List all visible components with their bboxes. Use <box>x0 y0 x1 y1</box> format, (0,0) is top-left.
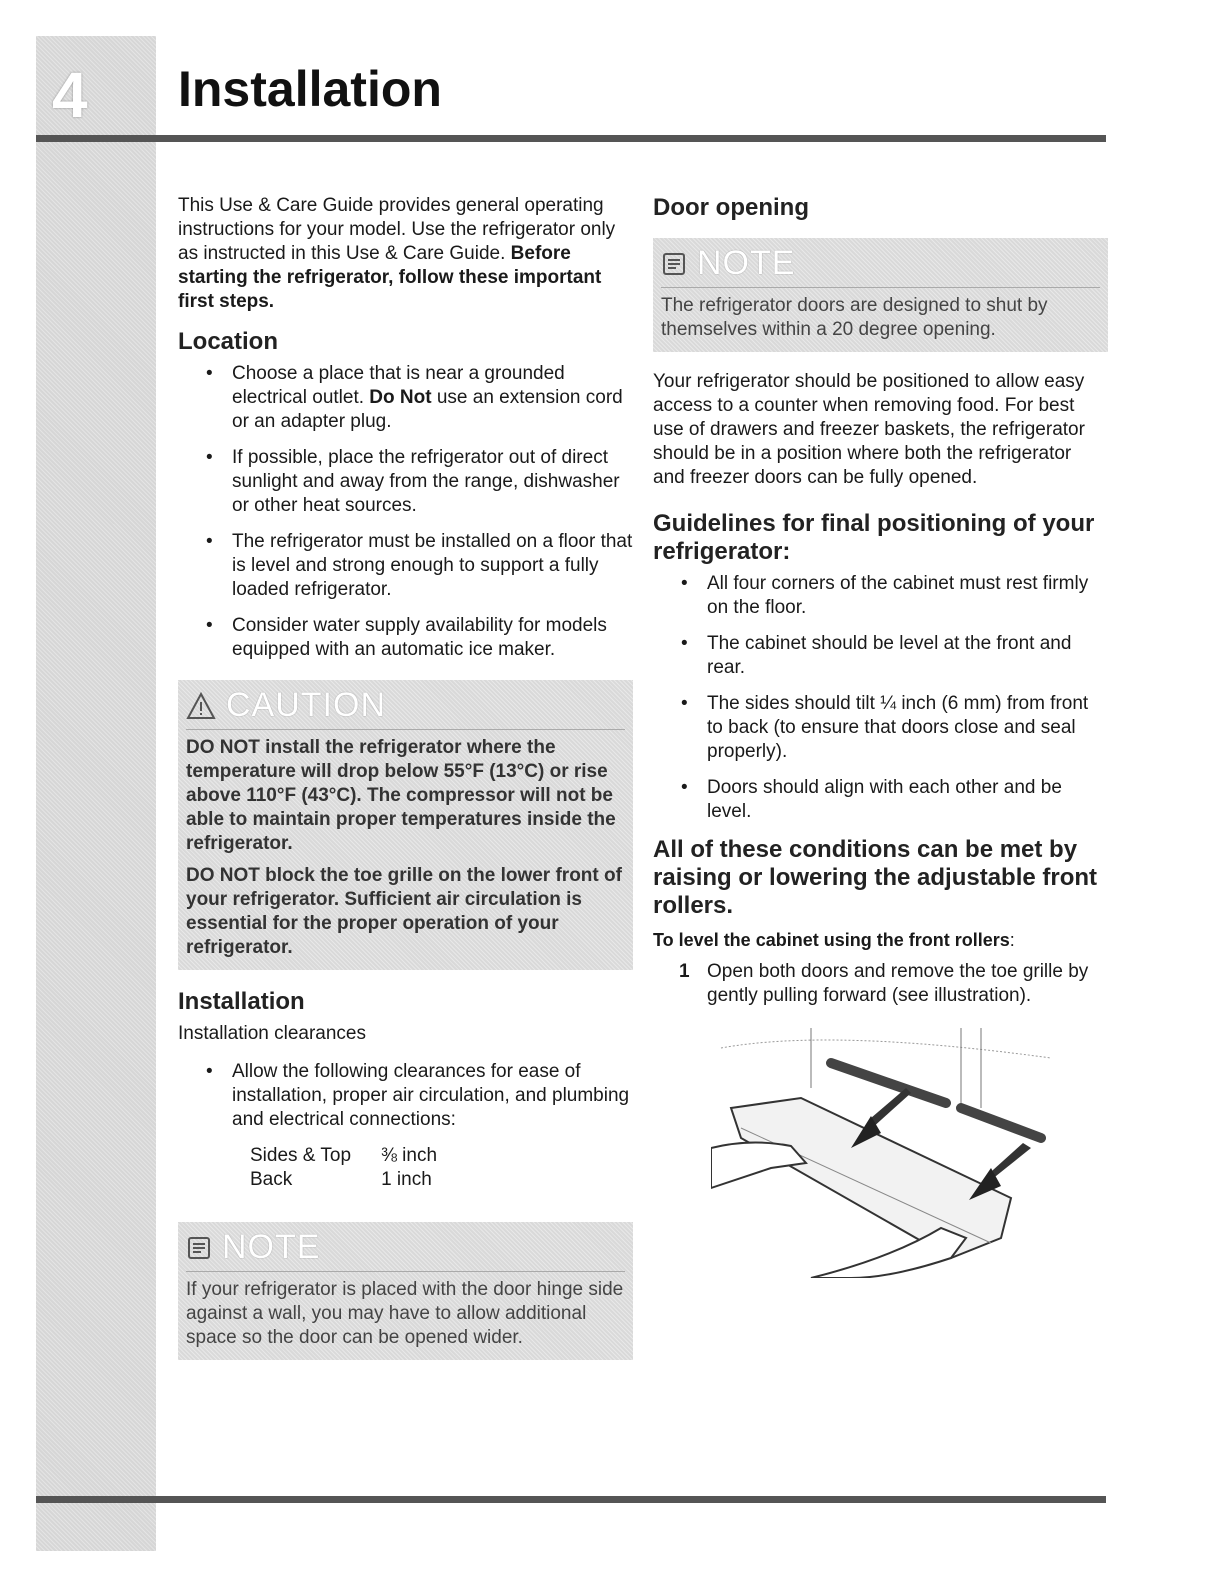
location-heading: Location <box>178 328 278 355</box>
list-item: • All four corners of the cabinet must rest firmly on the floor. <box>653 572 1108 620</box>
guidelines-heading: Guidelines for final positioning of your refrigerator: <box>653 510 1095 565</box>
note-title: NOTE <box>697 244 796 282</box>
installation-heading: Installation <box>178 988 305 1015</box>
caution-box <box>178 680 633 970</box>
caution-paragraph-2: DO NOT block the toe grille on the lower front of your refrigerator. Sufficient air circulation is essential for the proper operation of your refrigerator. <box>186 865 622 958</box>
note-box-left <box>178 1222 633 1360</box>
door-opening-heading: Door opening <box>653 194 809 221</box>
installation-subheading: Installation clearances <box>178 1023 366 1044</box>
list-item: • Doors should align with each other and be level. <box>653 776 1108 824</box>
guidelines-list <box>653 572 1108 824</box>
door-paragraph: Your refrigerator should be positioned to allow easy access to a counter when removing food. For best use of drawers and freezer baskets, the refrigerator should be in a position where both the refrigerator and freezer doors can be fully opened. <box>653 371 1085 488</box>
chapter-number: 4 <box>52 59 88 131</box>
clearance-list <box>178 1060 633 1132</box>
note-icon <box>186 1236 212 1260</box>
list-item: 1 Open both doors and remove the toe grille by gently pulling forward (see illustration). <box>679 961 1089 1006</box>
note-text: The refrigerator doors are designed to shut by themselves within a 20 degree opening. <box>661 295 1048 340</box>
note-box-right <box>653 238 1108 352</box>
location-list <box>178 362 633 662</box>
top-rule <box>36 135 1106 142</box>
clearance-table <box>250 1144 437 1192</box>
note-text: If your refrigerator is placed with the door hinge side against a wall, you may have to allow additional space so the door can be opened wider. <box>186 1279 624 1348</box>
list-item: • If possible, place the refrigerator out of direct sunlight and away from the range, dishwasher or other heat sources. <box>178 446 633 518</box>
table-row: Back 1 inch <box>250 1169 432 1190</box>
caution-paragraph-1: DO NOT install the refrigerator where the temperature will drop below 55°F (13°C) or rise above 110°F (43°C). The compressor will not be able to maintain proper temperatures inside the refrigerator. <box>186 737 616 854</box>
note-title: NOTE <box>222 1228 321 1266</box>
conditions-heading: All of these conditions can be met by raising or lowering the adjustable front rollers. <box>653 836 1098 919</box>
list-item: • Choose a place that is near a grounded electrical outlet. Do Not use an extension cord or an adapter plug. <box>178 362 633 434</box>
list-item: • The cabinet should be level at the front and rear. <box>653 632 1108 680</box>
left-column <box>178 194 633 1360</box>
list-item: • Allow the following clearances for ease of installation, proper air circulation, and plumbing and electrical connections: <box>178 1060 633 1132</box>
list-item: • The refrigerator must be installed on a floor that is level and strong enough to support a fully loaded refrigerator. <box>178 530 633 602</box>
right-column <box>653 194 1108 1283</box>
list-item: • Consider water supply availability for models equipped with an automatic ice maker. <box>178 614 633 662</box>
toe-grille-illustration <box>711 1028 1051 1278</box>
page-title: Installation <box>178 61 442 117</box>
intro-paragraph: This Use & Care Guide provides general operating instructions for your model. Use the refrigerator only as instructed in this Use & Care Guide. Before starting the refrigerator, follow these important first steps. <box>178 195 616 312</box>
side-band <box>36 36 156 1551</box>
level-heading: To level the cabinet using the front rollers: <box>653 930 1015 950</box>
bottom-rule <box>36 1496 1106 1503</box>
warning-triangle-icon <box>186 692 216 720</box>
table-row: Sides & Top ⅜ inch <box>250 1145 438 1166</box>
note-icon <box>661 252 687 276</box>
caution-title: CAUTION <box>226 686 386 724</box>
list-item: • The sides should tilt ¼ inch (6 mm) from front to back (to ensure that doors close and seal properly). <box>653 692 1108 764</box>
level-steps <box>653 960 1108 1008</box>
